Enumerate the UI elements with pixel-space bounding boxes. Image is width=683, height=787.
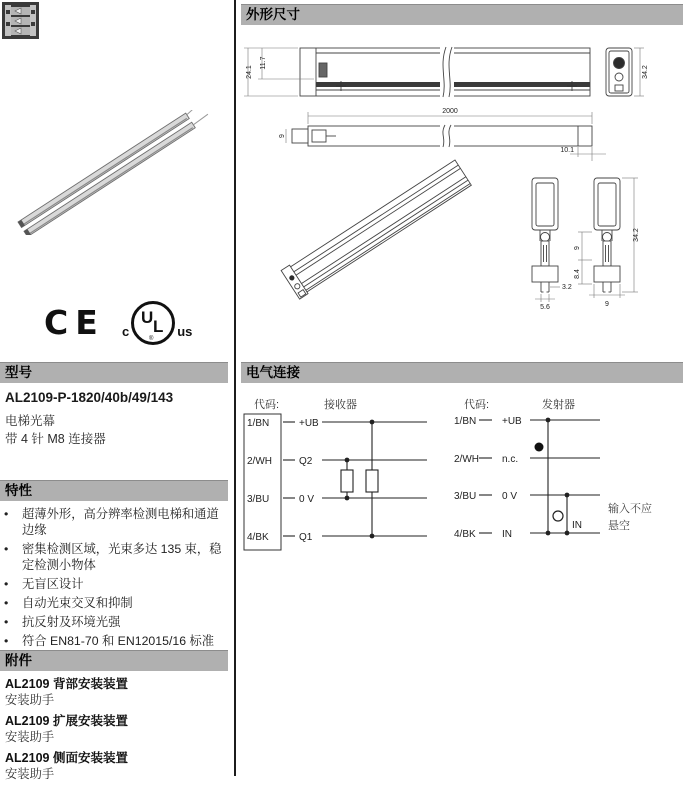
dim-cs-base: 5.6 bbox=[540, 304, 550, 311]
receiver-pin-labels bbox=[247, 418, 319, 543]
receiver-code-label: 代码: bbox=[254, 399, 280, 411]
svg-text:U: U bbox=[141, 308, 154, 327]
feature-item: • 符合 EN81-70 和 EN12015/16 标准 bbox=[0, 633, 226, 649]
dim-cs-foot-w: 9 bbox=[605, 301, 609, 308]
dim-inner: 11.7 bbox=[260, 56, 267, 70]
feature-item: • 无盲区设计 bbox=[0, 576, 226, 592]
feature-item: • 密集检测区域，光束多达 135 束，稳定检测小物体 bbox=[0, 541, 226, 573]
column-divider bbox=[234, 0, 236, 776]
accessory-desc: 安装助手 bbox=[5, 693, 55, 707]
receiver-pin-box bbox=[244, 414, 281, 550]
section-header-accessories: 附件 bbox=[0, 650, 228, 671]
bullet-icon: • bbox=[4, 542, 9, 556]
transmitter-note-line2: 悬空 bbox=[608, 520, 630, 532]
ul-mark-us-label: us bbox=[177, 324, 193, 339]
feature-item: • 抗反射及环境光强 bbox=[0, 614, 226, 630]
section-header-electrical: 电气连接 bbox=[241, 362, 683, 383]
transmitter-pin-2: 2/WH bbox=[454, 454, 479, 465]
transmitter-pin-4: 4/BK bbox=[454, 529, 476, 540]
bullet-icon: • bbox=[4, 577, 9, 591]
receiver-signal-1: +UB bbox=[299, 418, 319, 429]
svg-text:L: L bbox=[153, 317, 164, 336]
features-list bbox=[0, 506, 226, 652]
transmitter-led-dot bbox=[535, 443, 544, 452]
transmitter-pin-labels bbox=[454, 416, 522, 540]
dim-cs-neck: 9 bbox=[574, 246, 581, 250]
transmitter-title: 发射器 bbox=[542, 399, 575, 411]
dim-cs-slot: 3.2 bbox=[562, 284, 572, 291]
accessory-name: AL2109 侧面安装装置 bbox=[5, 751, 128, 765]
ul-mark bbox=[122, 298, 192, 348]
receiver-pin-4: 4/BK bbox=[247, 532, 269, 543]
transmitter-input-circle bbox=[553, 511, 563, 521]
transmitter-note-line1: 输入不应 bbox=[608, 503, 652, 515]
receiver-signal-3: 0 V bbox=[299, 494, 315, 505]
feature-item: • 自动光束交叉和抑制 bbox=[0, 595, 226, 611]
dim-cs-foot-h: 8.4 bbox=[574, 269, 581, 279]
transmitter-signal-1: +UB bbox=[502, 416, 522, 427]
ul-mark-c-label: c bbox=[122, 324, 130, 339]
receiver-signal-2: Q2 bbox=[299, 456, 313, 467]
transmitter-signal-2: n.c. bbox=[502, 454, 519, 465]
bullet-icon: • bbox=[4, 634, 9, 648]
accessories-list bbox=[5, 676, 225, 787]
model-desc-line1: 电梯光幕 bbox=[5, 414, 56, 428]
ul-mark-icon bbox=[129, 298, 177, 348]
model-desc-line2: 带 4 针 M8 连接器 bbox=[5, 432, 106, 446]
transmitter-pin-3: 3/BU bbox=[454, 491, 477, 502]
light-curtain-logo-icon bbox=[2, 2, 39, 39]
receiver-pin-1: 1/BN bbox=[247, 418, 270, 429]
dim-depth: 9 bbox=[279, 134, 286, 138]
accessory-item bbox=[5, 676, 225, 708]
dim-length: 2000 bbox=[442, 108, 458, 115]
receiver-title: 接收器 bbox=[324, 399, 357, 411]
accessory-item bbox=[5, 750, 225, 782]
model-number: AL2109-P-1820/40b/49/143 bbox=[5, 390, 174, 405]
receiver-pin-3: 3/BU bbox=[247, 494, 270, 505]
feature-item: • 超薄外形，高分辨率检测电梯和通道边缘 bbox=[0, 506, 226, 538]
section-header-dimensions: 外形尺寸 bbox=[241, 4, 683, 25]
dim-cs-height: 34.2 bbox=[633, 228, 640, 242]
receiver-pin-2: 2/WH bbox=[247, 456, 272, 467]
accessory-name: AL2109 扩展安装装置 bbox=[5, 714, 128, 728]
receiver-signal-4: Q1 bbox=[299, 532, 313, 543]
receiver-circuit bbox=[283, 422, 427, 536]
dim-offset: 10.1 bbox=[560, 147, 574, 154]
accessory-desc: 安装助手 bbox=[5, 767, 55, 781]
product-image bbox=[10, 110, 220, 235]
transmitter-wiring-diagram bbox=[442, 392, 683, 562]
svg-text:®: ® bbox=[149, 336, 154, 342]
bullet-icon: • bbox=[4, 596, 9, 610]
dim-end-height: 34.2 bbox=[642, 65, 649, 79]
receiver-wiring-diagram bbox=[242, 392, 442, 562]
accessory-item bbox=[5, 713, 225, 745]
bullet-icon: • bbox=[4, 507, 9, 521]
ce-mark: CE bbox=[44, 303, 105, 342]
transmitter-signal-3: 0 V bbox=[502, 491, 518, 502]
transmitter-circuit bbox=[479, 420, 600, 533]
transmitter-note bbox=[608, 501, 652, 532]
dim-height: 24.1 bbox=[246, 65, 253, 79]
bullet-icon: • bbox=[4, 615, 9, 629]
transmitter-signal-4: IN bbox=[502, 529, 512, 540]
transmitter-pin-1: 1/BN bbox=[454, 416, 477, 427]
accessory-desc: 安装助手 bbox=[5, 730, 55, 744]
transmitter-code-label: 代码: bbox=[464, 399, 490, 411]
dimensional-drawing bbox=[240, 36, 683, 358]
section-header-model: 型号 bbox=[0, 362, 228, 383]
accessory-name: AL2109 背部安装装置 bbox=[5, 677, 128, 691]
section-header-features: 特性 bbox=[0, 480, 228, 501]
transmitter-in-label: IN bbox=[572, 520, 582, 531]
